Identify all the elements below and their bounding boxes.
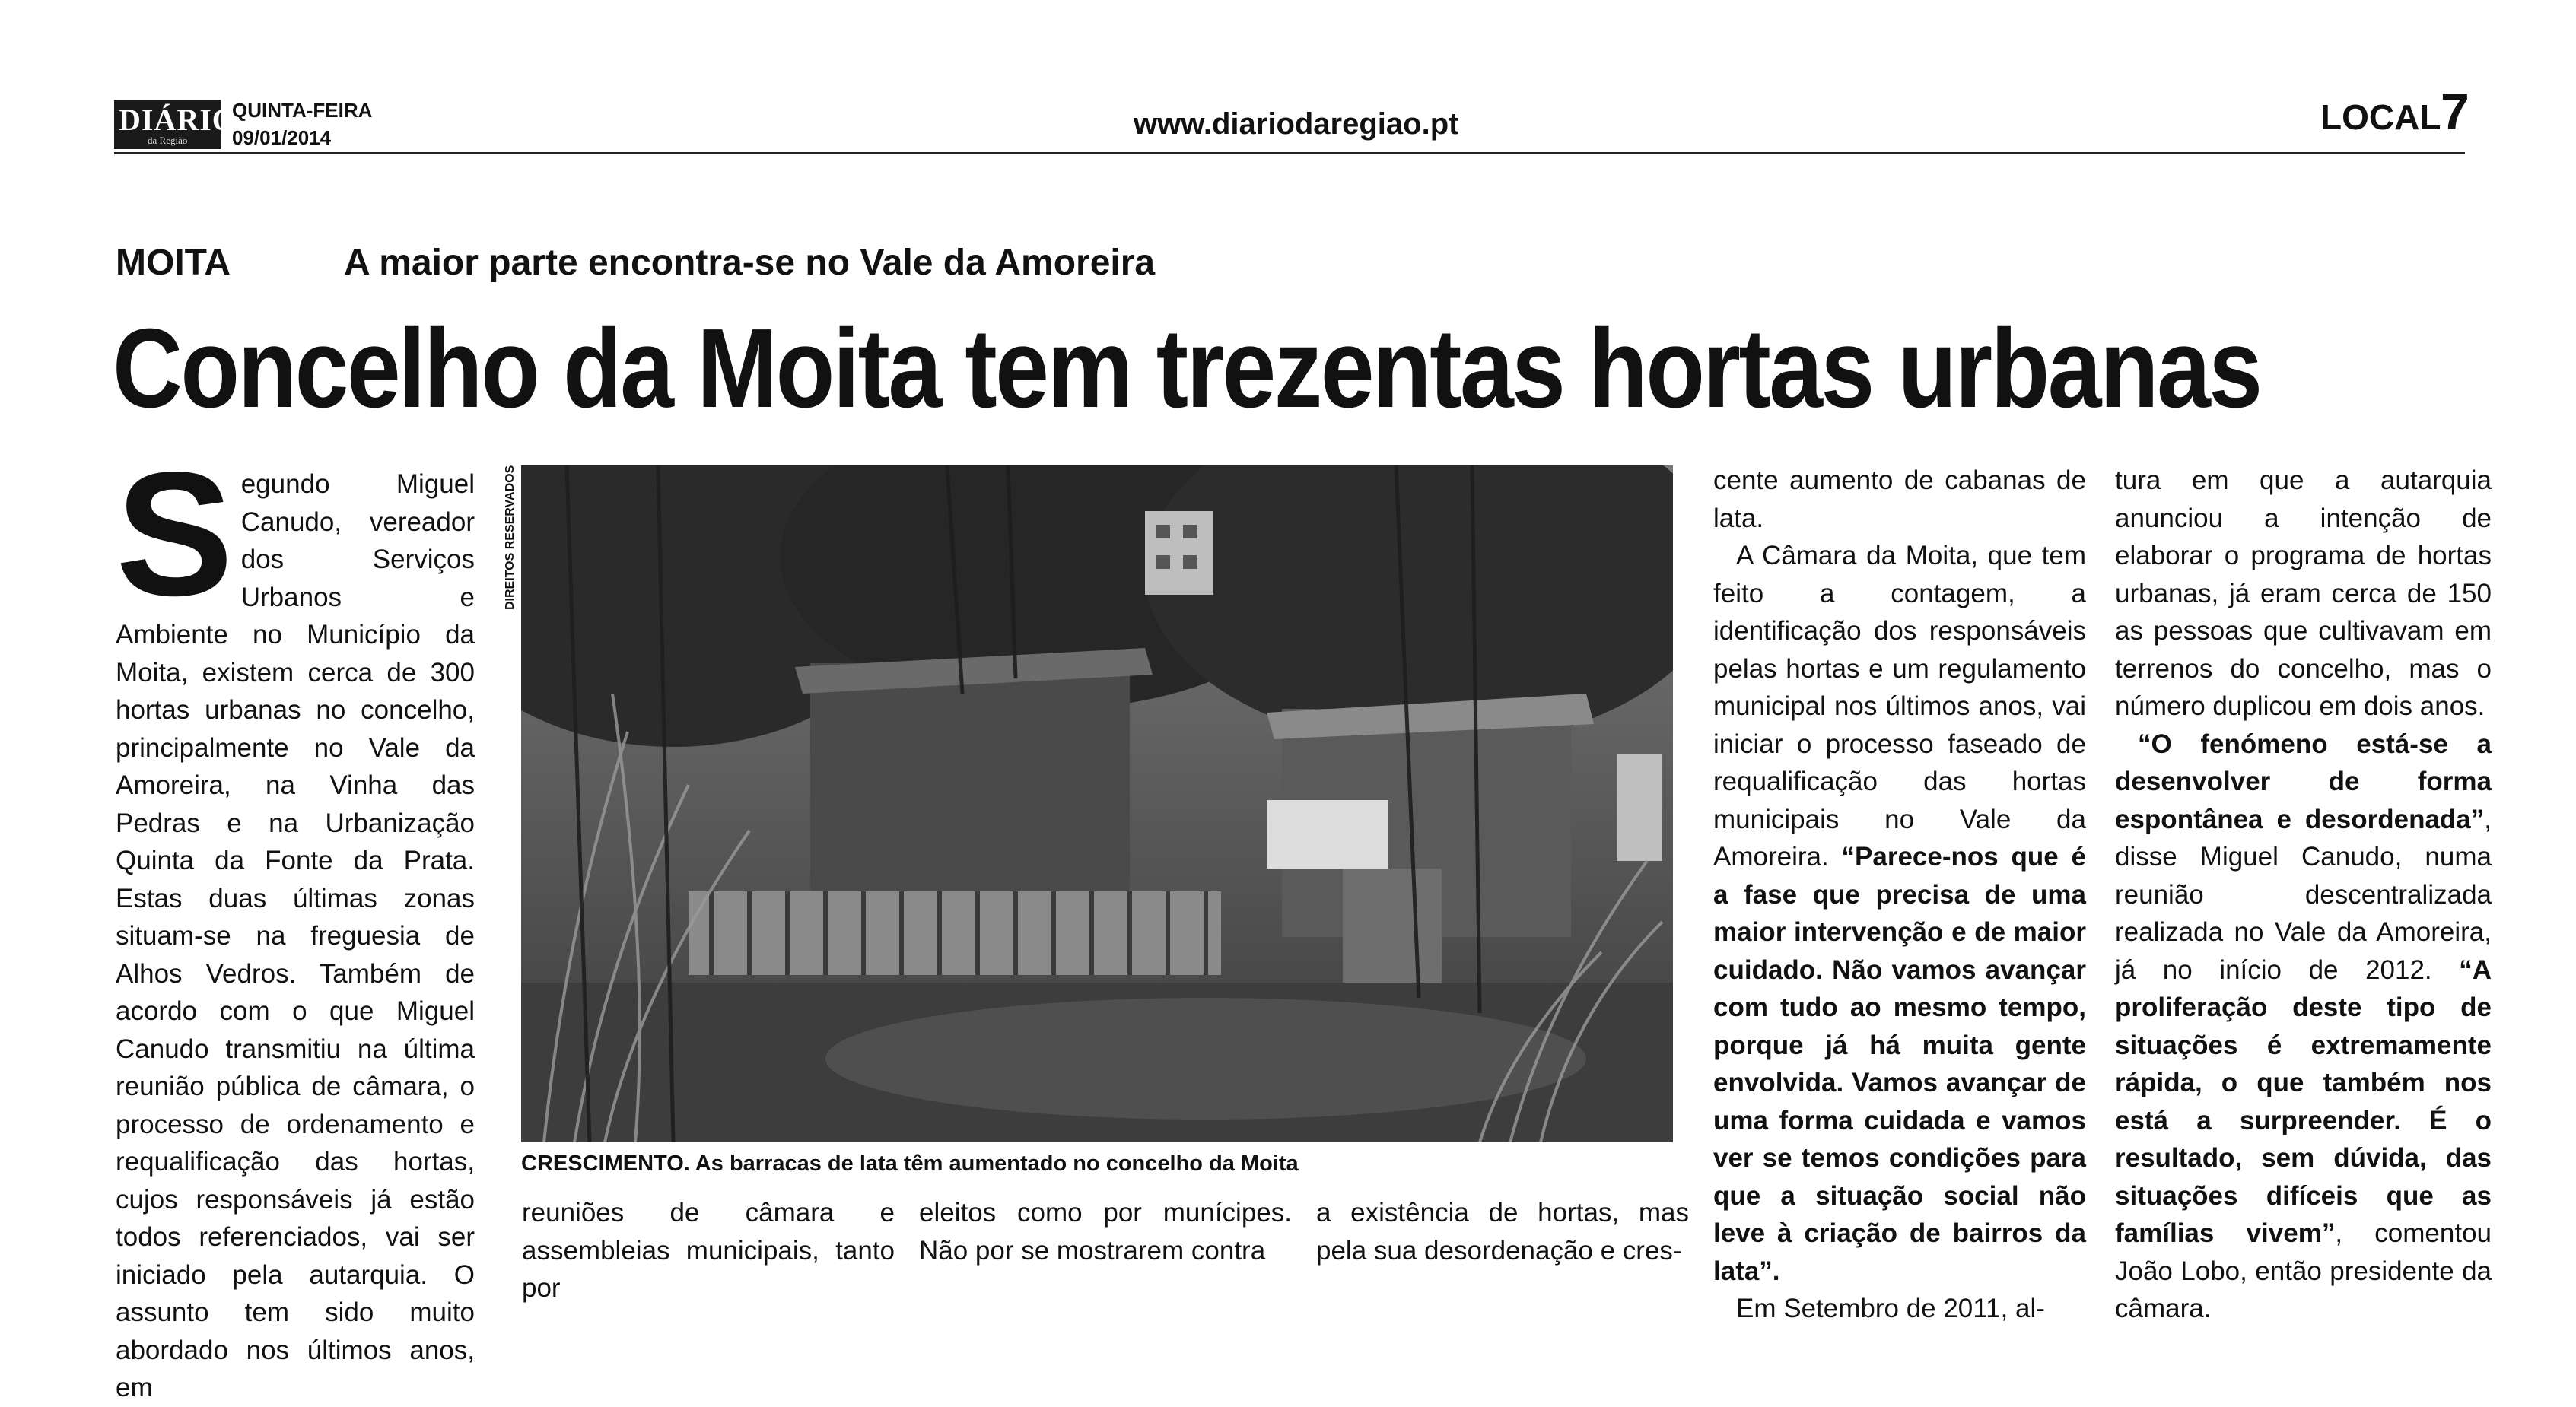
headline: Concelho da Moita tem trezentas hortas urbanas <box>113 306 2261 431</box>
photo-illustration <box>521 465 1673 1142</box>
column-5-text-a: cente aumento de cabanas de lata. <box>1713 465 2086 533</box>
article-column-2: reuniões de câmara e assembleias municipais, tanto por <box>522 1198 895 1303</box>
column-5-text-c: Em Setembro de 2011, al- <box>1736 1294 2045 1323</box>
column-6-text-c: , comentou João Lobo, então presidente da câmara. <box>2115 1218 2492 1323</box>
website-url: www.diariodaregiao.pt <box>1134 107 1459 141</box>
kicker-subtitle: A maior parte encontra-se no Vale da Amoreira <box>344 243 1156 283</box>
masthead-divider <box>114 152 2465 154</box>
article-column-6 <box>2115 462 2492 1328</box>
photo-credit <box>504 465 522 610</box>
column-6-text-b: , disse Miguel Canudo, numa reunião descentralizada realizada no Vale da Amoreira, já no início de 2012. <box>2115 804 2492 985</box>
photo-credit-text: DIREITOS RESERVADOS <box>504 465 517 610</box>
issue-day: QUINTA-FEIRA <box>232 99 373 122</box>
caption-label: CRESCIMENTO. <box>521 1151 690 1176</box>
page-number: 7 <box>2441 83 2469 141</box>
column-6-text-a: tura em que a autarquia anunciou a intenção de elaborar o programa de hortas urbanas, já eram cerca de 150 as pessoas que cultivavam em terrenos do concelho, mas o número duplicou em dois anos. <box>2115 465 2492 721</box>
section-name: LOCAL <box>2320 97 2441 137</box>
column-1-text: egundo Miguel Canudo, vereador dos Serviços Urbanos e Ambiente no Município da Moita, existem cerca de 300 hortas urbanas no concelho, principalmente no Vale da Amoreira, na Vinha das Pedras e na Urbanização Quinta da Fonte da Prata. Estas duas últimas zonas situam-se na freguesia de Alhos Vedros. Também de acordo com o que Miguel Canudo transmitiu na última reunião pública de câmara, o processo de ordenamento e requalificação das hortas, cujos responsáveis já estão todos referenciados, vai ser iniciado pela autarquia. O assunto tem sido muito abordado nos últimos anos, em <box>116 469 475 1402</box>
drop-cap: S <box>116 436 234 633</box>
column-6-quote-2: “A proliferação deste tipo de situações é extremamente rápida, o que também nos está a surpreender. É o resultado, sem dúvida, das situações difíceis que as famílias vivem” <box>2115 954 2492 1248</box>
column-6-quote-1: “O fenómeno está-se a desenvolver de forma espontânea e desordenada” <box>2115 729 2492 834</box>
issue-date: 09/01/2014 <box>232 126 332 149</box>
article-column-5 <box>1713 462 2086 1328</box>
photo-caption <box>521 1150 1673 1177</box>
article-column-3: eleitos como por munícipes. Não por se mostrarem contra <box>919 1198 1292 1266</box>
newspaper-logo <box>114 100 237 149</box>
article-column-1 <box>116 436 475 1407</box>
caption-text: As barracas de lata têm aumentado no concelho da Moita <box>689 1151 1299 1176</box>
kicker-location: MOITA <box>116 243 231 283</box>
column-5-text-b: A Câmara da Moita, que tem feito a contagem, a identificação dos responsáveis pelas hortas e um regulamento municipal nos últimos anos, vai iniciar o processo faseado de requalificação das hortas municipais no Vale da Amoreira. <box>1713 541 2086 872</box>
logo-text: DIÁRIO <box>119 103 237 137</box>
article-photo <box>521 465 1673 1142</box>
logo-subtitle: da Região <box>148 135 188 146</box>
article-column-4: a existência de hortas, mas pela sua desordenação e cres- <box>1316 1198 1689 1266</box>
column-5-quote: “Parece-nos que é a fase que precisa de uma maior intervenção e de maior cuidado. Não vamos avançar com tudo ao mesmo tempo, porque já há muita gente envolvida. Vamos avançar de uma forma cuidada e vamos ver se temos condições para que a situação social não leve à criação de bairros da lata”. <box>1713 842 2087 1286</box>
